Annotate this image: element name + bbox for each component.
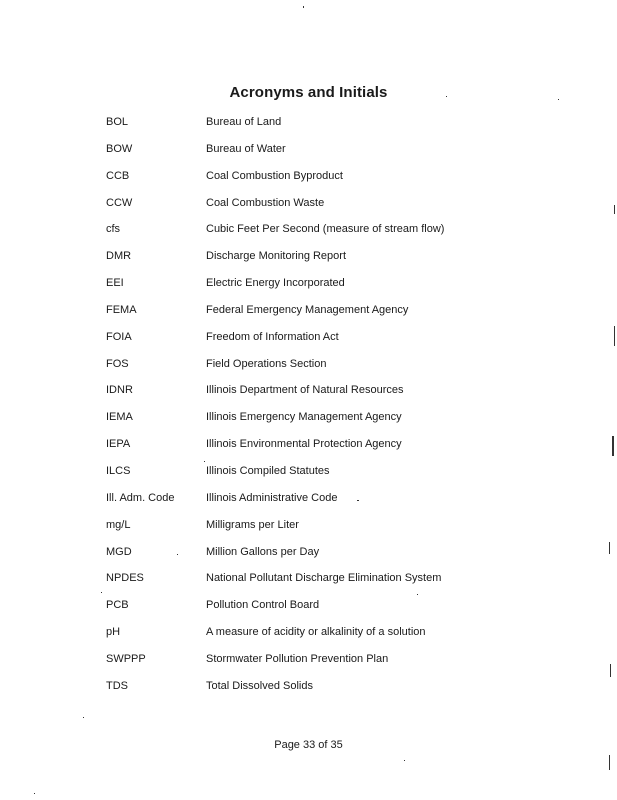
acronym: cfs — [106, 223, 121, 236]
acronym: IEMA — [106, 411, 133, 424]
acronym-definition: National Pollutant Discharge Elimination System — [206, 572, 442, 585]
acronym: CCB — [106, 169, 130, 182]
acronym-row — [0, 677, 617, 704]
scan-artifact — [83, 717, 84, 718]
acronym: IEPA — [106, 438, 131, 451]
scan-artifact — [303, 6, 304, 8]
scan-artifact — [609, 755, 610, 770]
acronym-row — [0, 167, 617, 194]
acronym-list — [0, 113, 617, 704]
scan-artifact — [357, 500, 359, 501]
acronym-definition: Bureau of Water — [206, 142, 286, 155]
acronym-definition: Illinois Emergency Management Agency — [206, 411, 402, 424]
acronym: IDNR — [106, 384, 133, 397]
acronym-definition: Field Operations Section — [206, 357, 327, 370]
acronym-row — [0, 140, 617, 167]
scan-artifact — [610, 664, 611, 677]
acronym-row — [0, 623, 617, 650]
acronym: MGD — [106, 545, 132, 558]
acronym-definition: Illinois Environmental Protection Agency — [206, 438, 402, 451]
scan-artifact — [446, 96, 447, 97]
scan-artifact — [614, 205, 615, 214]
acronym-row — [0, 113, 617, 140]
page-title: Acronyms and Initials — [229, 84, 388, 101]
acronym-definition: Illinois Administrative Code — [206, 491, 338, 504]
scan-artifact — [417, 594, 418, 595]
acronym-row — [0, 569, 617, 596]
acronym: NPDES — [106, 572, 144, 585]
acronym: pH — [106, 626, 121, 639]
acronym-row — [0, 301, 617, 328]
scan-artifact — [204, 461, 205, 462]
acronym-row — [0, 328, 617, 355]
acronym: FOIA — [106, 330, 132, 343]
acronym-definition: Million Gallons per Day — [206, 545, 320, 558]
acronym: EEI — [106, 277, 124, 290]
acronym-definition: Milligrams per Liter — [206, 518, 299, 531]
acronym-row — [0, 355, 617, 382]
scan-artifact — [612, 436, 614, 456]
acronym-definition: Federal Emergency Management Agency — [206, 303, 409, 316]
acronym-row — [0, 194, 617, 221]
acronym-row — [0, 462, 617, 489]
acronym-row — [0, 650, 617, 677]
acronym-row — [0, 381, 617, 408]
acronym: BOW — [106, 142, 133, 155]
acronym-definition: A measure of acidity or alkalinity of a solution — [206, 626, 426, 639]
acronym: SWPPP — [106, 652, 146, 665]
scan-artifact — [177, 554, 178, 555]
acronym-row — [0, 274, 617, 301]
acronym: FOS — [106, 357, 129, 370]
acronym-row — [0, 435, 617, 462]
acronym-definition: Stormwater Pollution Prevention Plan — [206, 652, 389, 665]
acronym-definition: Electric Energy Incorporated — [206, 277, 345, 290]
scan-artifact — [609, 542, 610, 554]
acronym-definition: Cubic Feet Per Second (measure of stream flow) — [206, 223, 445, 236]
acronym-definition: Illinois Department of Natural Resources — [206, 384, 404, 397]
acronym-row — [0, 408, 617, 435]
acronym: mg/L — [106, 518, 131, 531]
acronym-row — [0, 543, 617, 570]
acronym-row — [0, 220, 617, 247]
acronym-row — [0, 596, 617, 623]
acronym-definition: Discharge Monitoring Report — [206, 250, 347, 263]
acronym: DMR — [106, 250, 132, 263]
acronym-definition: Bureau of Land — [206, 116, 282, 128]
acronym-definition: Coal Combustion Waste — [206, 196, 325, 209]
acronym-row — [0, 489, 617, 516]
acronym-row — [0, 516, 617, 543]
acronym: ILCS — [106, 464, 131, 477]
acronym-definition: Pollution Control Board — [206, 599, 320, 612]
acronym: FEMA — [106, 303, 137, 316]
acronym-definition: Freedom of Information Act — [206, 330, 339, 343]
scan-artifact — [34, 793, 35, 794]
acronym-definition: Coal Combustion Byproduct — [206, 169, 343, 182]
acronym: TDS — [106, 679, 128, 692]
acronym: Ill. Adm. Code — [106, 491, 175, 504]
scan-artifact — [101, 592, 102, 593]
scan-artifact — [404, 760, 405, 761]
acronym-definition: Illinois Compiled Statutes — [206, 464, 330, 477]
page-number: Page 33 of 35 — [274, 739, 343, 751]
scan-artifact — [614, 326, 615, 346]
acronym: PCB — [106, 599, 129, 612]
acronym-row — [0, 247, 617, 274]
acronym: BOL — [106, 116, 129, 128]
acronym-definition: Total Dissolved Solids — [206, 679, 313, 692]
acronym: CCW — [106, 196, 133, 209]
scan-artifact — [558, 99, 559, 100]
